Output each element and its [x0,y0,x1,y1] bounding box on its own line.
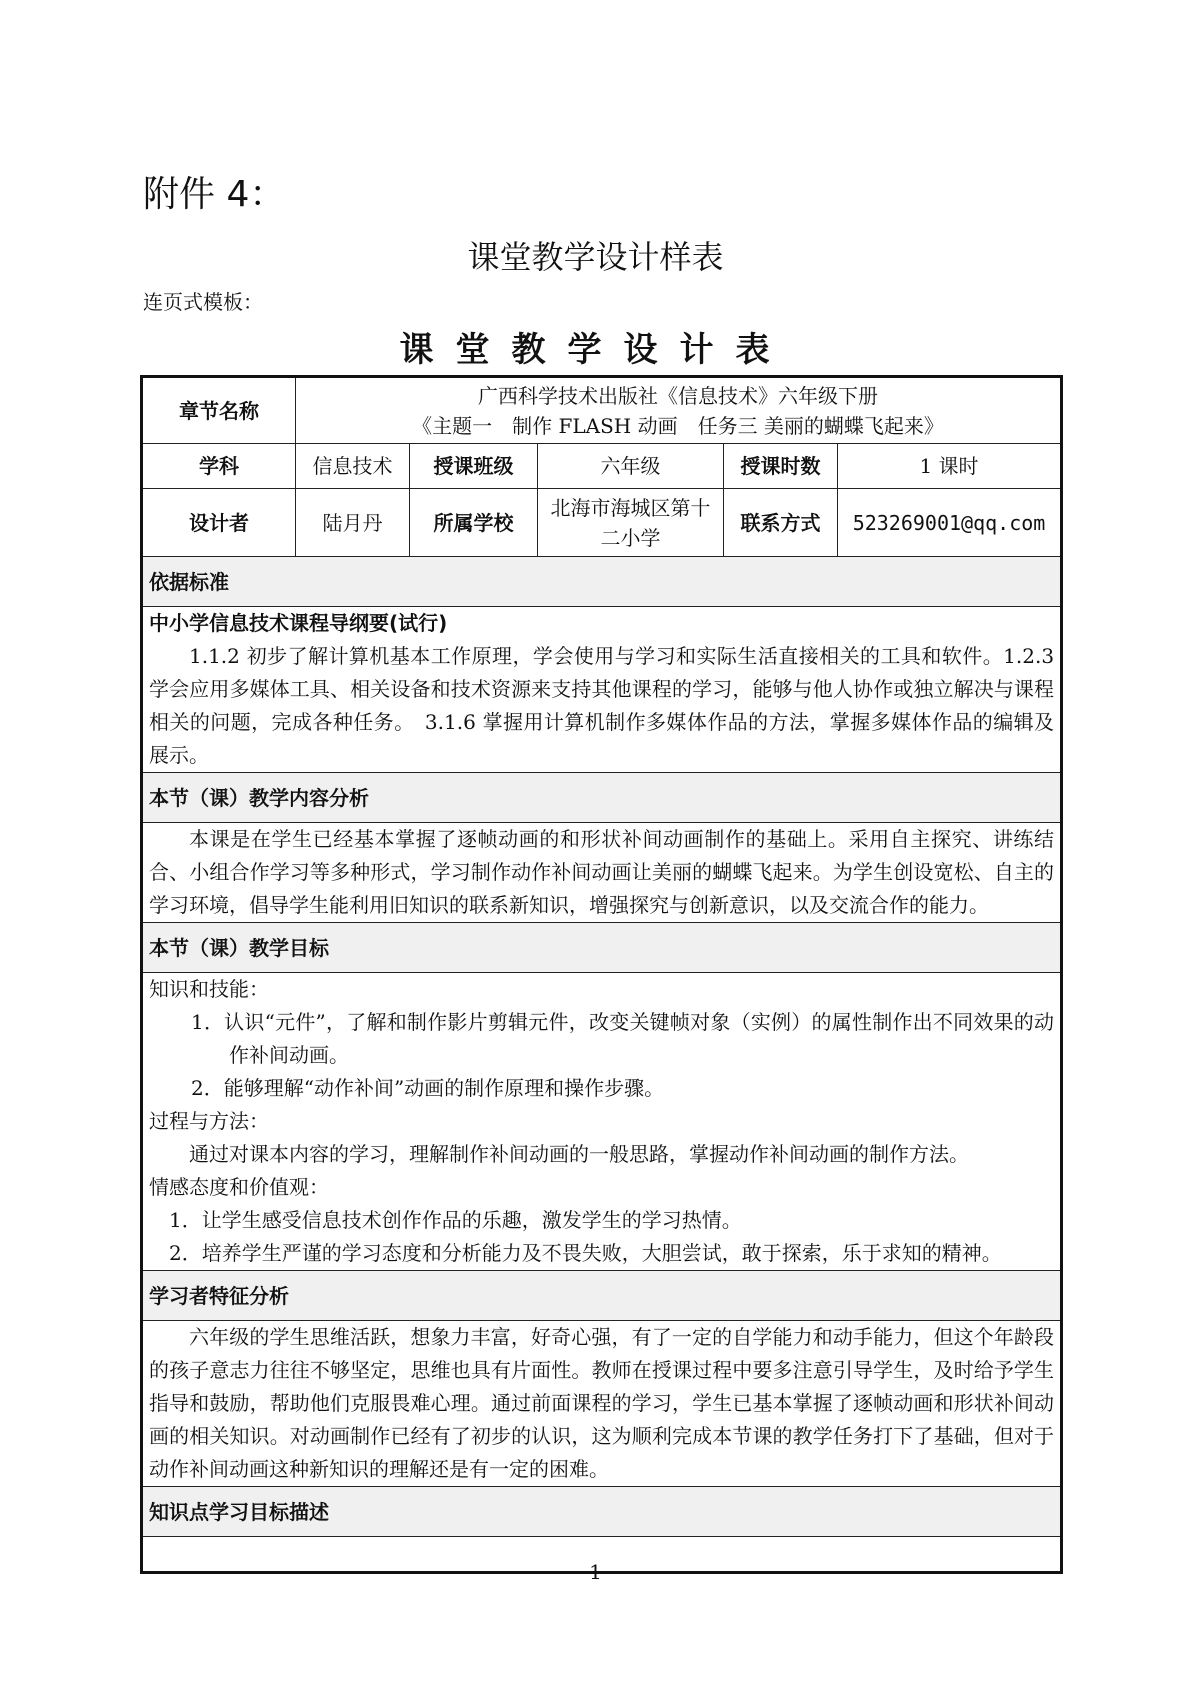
design-table [140,375,1063,1574]
goals-heading-row [142,923,1062,973]
subject-row [142,444,1062,489]
content-body-row [142,823,1062,923]
chapter-line-2: 《主题一 制作 FLASH 动画 任务三 美丽的蝴蝶飞起来》 [412,413,944,438]
learner-heading: 学习者特征分析 [142,1271,1062,1321]
class-label: 授课班级 [410,444,538,489]
process-text: 通过对课本内容的学习，理解制作补间动画的一般思路，掌握动作补间动画的制作方法。 [189,1142,969,1166]
content-heading-row [142,773,1062,823]
subject-value: 信息技术 [296,444,410,489]
attachment-label: 附件 4： [143,174,286,215]
learner-body-row [142,1321,1062,1487]
document-title: 课堂教学设计样表 [467,238,724,276]
school-value: 北海市海城区第十二小学 [538,489,724,557]
standard-text: 1.1.2 初步了解计算机基本工作原理，学会使用与学习和实际生活直接相关的工具和软件。1.2.3 学会应用多媒体工具、相关设备和技术资源来支持其他课程的学习，能够与他人协作或独立解决与课程相关的问题，完成各种任务。 3.1.6 掌握用计算机制作多媒体作品的方法，掌握多媒体作品的编辑及展示。 [149,644,1055,767]
design-form [140,375,1060,1574]
subject-label: 学科 [142,444,296,489]
emotion-title: 情感态度和价值观： [149,1175,329,1199]
emotion-item-1: 1．让学生感受信息技术创作作品的乐趣，激发学生的学习热情。 [169,1208,742,1232]
standard-body [142,607,1062,773]
hours-value: 1 课时 [838,444,1062,489]
hours-label: 授课时数 [724,444,838,489]
school-label: 所属学校 [410,489,538,557]
knowledge-points-heading: 知识点学习目标描述 [142,1487,1062,1537]
standard-heading-row [142,557,1062,607]
knowledge-item-2: 2．能够理解“动作补间”动画的制作原理和操作步骤。 [191,1076,665,1100]
learner-body [142,1321,1062,1487]
contact-label: 联系方式 [724,489,838,557]
class-value: 六年级 [538,444,724,489]
chapter-line-1: 广西科学技术出版社《信息技术》六年级下册 [478,383,879,408]
chapter-label: 章节名称 [142,377,296,444]
chapter-value [296,377,1062,444]
standard-subheading: 中小学信息技术课程导纲要(试行) [149,611,448,635]
process-title: 过程与方法： [149,1109,269,1133]
template-label: 连页式模板： [143,290,263,314]
designer-value: 陆月丹 [296,489,410,557]
content-body [142,823,1062,923]
learner-heading-row [142,1271,1062,1321]
page-number: 1 [589,1560,602,1584]
content-heading: 本节（课）教学内容分析 [142,773,1062,823]
knowledge-title: 知识和技能： [149,977,269,1001]
goals-body-row [142,973,1062,1271]
designer-label: 设计者 [142,489,296,557]
designer-row [142,489,1062,557]
emotion-item-2: 2．培养学生严谨的学习态度和分析能力及不畏失败，大胆尝试，敢于探索，乐于求知的精神。 [169,1241,1002,1265]
standard-body-row [142,607,1062,773]
standard-heading: 依据标准 [142,557,1062,607]
goals-heading: 本节（课）教学目标 [142,923,1062,973]
content-text: 本课是在学生已经基本掌握了逐帧动画的和形状补间动画制作的基础上。采用自主探究、讲练结合、小组合作学习等多种形式，学习制作动作补间动画让美丽的蝴蝶飞起来。为学生创设宽松、自主的学习环境，倡导学生能利用旧知识的联系新知识，增强探究与创新意识，以及交流合作的能力。 [149,827,1055,917]
contact-value: 523269001@qq.com [838,489,1062,557]
goals-body [142,973,1062,1271]
learner-text: 六年级的学生思维活跃，想象力丰富，好奇心强，有了一定的自学能力和动手能力，但这个年龄段的孩子意志力往往不够坚定，思维也具有片面性。教师在授课过程中要多注意引导学生，及时给予学生指导和鼓励，帮助他们克服畏难心理。通过前面课程的学习，学生已基本掌握了逐帧动画和形状补间动画的相关知识。对动画制作已经有了初步的认识，这为顺利完成本节课的教学任务打下了基础，但对于动作补间动画这种新知识的理解还是有一定的困难。 [149,1325,1055,1481]
chapter-row [142,377,1062,444]
table-title: 课堂教学设计表 [399,330,792,370]
knowledge-points-heading-row [142,1487,1062,1537]
knowledge-item-1: 1．认识“元件”，了解和制作影片剪辑元件，改变关键帧对象（实例）的属性制作出不同效果的动作补间动画。 [191,1010,1055,1067]
